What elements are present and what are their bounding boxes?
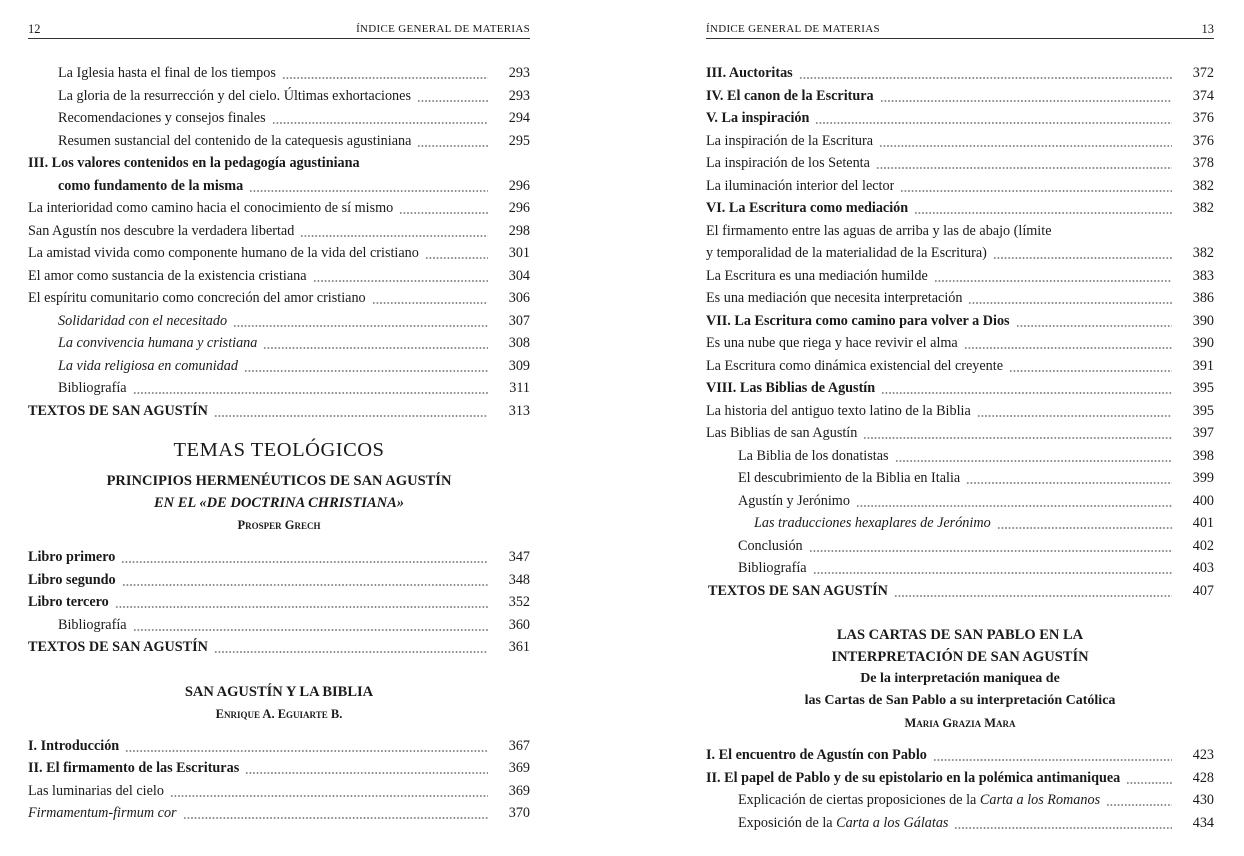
entry-title: La gloria de la resurrección y del cielo. Últimas exhortaciones — [58, 87, 411, 104]
leader-dots — [122, 584, 488, 586]
toc-entry — [706, 812, 1214, 835]
leader-dots — [863, 437, 1172, 439]
leader-dots — [121, 561, 488, 563]
entry-title-prefix: Explicación de ciertas proposiciones de la — [738, 792, 980, 808]
entry-title: VIII. Las Biblias de Agustín — [706, 380, 876, 396]
entry-title: El espíritu comunitario como concreción del amor cristiano — [28, 290, 366, 306]
entry-title: I. Introducción — [28, 737, 120, 754]
toc-entry — [28, 546, 530, 569]
entry-page: 313 — [508, 402, 530, 419]
entry-title: III. Auctoritas — [706, 65, 793, 81]
leader-dots — [399, 212, 488, 214]
section-title: TEMAS TEOLÓGICOS — [173, 439, 385, 461]
part-heading: PRINCIPIOS HERMENÉUTICOS DE SAN AGUSTÍN — [106, 473, 452, 489]
entry-page: 390 — [1192, 312, 1214, 329]
toc-entry — [706, 767, 1214, 790]
toc-entry — [706, 152, 1214, 175]
entry-page: 383 — [1192, 267, 1214, 284]
entry-page: 398 — [1192, 447, 1214, 464]
leader-dots — [1009, 370, 1172, 372]
toc-entry — [28, 636, 530, 659]
toc-entry — [706, 580, 1214, 603]
toc-entry — [706, 197, 1214, 220]
leader-dots — [856, 505, 1172, 507]
entry-title: Las traducciones hexaplares de Jerónimo — [754, 515, 991, 531]
entry-page: 370 — [508, 805, 530, 821]
entry-title: Conclusión — [738, 537, 803, 554]
leader-dots — [115, 606, 488, 608]
part-heading: EN EL «DE DOCTRINA CHRISTIANA» — [153, 495, 405, 511]
leader-dots — [895, 460, 1172, 462]
leader-dots — [300, 235, 488, 237]
part-author: Enrique A. Eguiarte B. — [215, 706, 343, 721]
toc-entry — [28, 310, 530, 333]
entry-title: Agustín y Jerónimo — [738, 492, 850, 509]
entry-title: Firmamentum-firmum cor — [28, 805, 177, 821]
entry-page: 401 — [1192, 515, 1214, 531]
entry-title: El descubrimiento de la Biblia en Italia — [738, 470, 961, 486]
entry-page: 403 — [1192, 560, 1214, 576]
leader-dots — [894, 595, 1172, 597]
part-heading: INTERPRETACIÓN DE SAN AGUSTÍN — [831, 649, 1089, 665]
entry-title: Las Biblias de san Agustín — [706, 425, 858, 441]
toc-entry — [28, 62, 530, 85]
toc-entry — [28, 242, 530, 265]
entry-title: II. El firmamento de las Escrituras — [28, 760, 240, 776]
entry-page: 376 — [1192, 132, 1214, 149]
toc-entry — [706, 557, 1214, 580]
leader-dots — [125, 750, 488, 752]
leader-dots — [813, 572, 1172, 574]
entry-title: TEXTOS DE SAN AGUSTÍN — [708, 582, 888, 599]
leader-dots — [214, 651, 488, 653]
entry-page: 296 — [508, 177, 530, 194]
toc-entry — [706, 535, 1214, 558]
entry-page: 382 — [1192, 177, 1214, 194]
toc-entry — [28, 197, 530, 220]
entry-title: La iluminación interior del lector — [706, 177, 895, 194]
entry-page: 369 — [508, 760, 530, 776]
entry-title: V. La inspiración — [706, 110, 810, 126]
entry-title: Bibliografía — [58, 616, 127, 633]
running-head-title: ÍNDICE GENERAL DE MATERIAS — [706, 23, 880, 35]
entry-title: El amor como sustancia de la existencia cristiana — [28, 267, 307, 284]
entry-page: 372 — [1192, 65, 1214, 81]
entry-title: Libro tercero — [28, 594, 109, 610]
entry-page: 367 — [508, 737, 530, 754]
toc-entry — [28, 802, 530, 825]
toc-entry — [28, 614, 530, 637]
page-number: 13 — [1201, 22, 1214, 36]
toc-entry — [28, 175, 530, 198]
entry-title: La historia del antiguo texto latino de la Biblia — [706, 402, 971, 419]
entry-title: Es una mediación que necesita interpretación — [706, 290, 963, 306]
leader-dots — [417, 145, 488, 147]
toc-entry — [28, 332, 530, 355]
entry-page: 308 — [508, 335, 530, 351]
leader-dots — [183, 817, 488, 819]
part-heading: SAN AGUSTÍN Y LA BIBLIA — [184, 683, 374, 700]
running-head-right — [706, 22, 1214, 39]
entry-title: La Escritura es una mediación humilde — [706, 267, 928, 284]
entry-page: 391 — [1192, 357, 1214, 374]
right-page — [706, 0, 1214, 856]
entry-page: 428 — [1192, 769, 1214, 786]
entry-title: La Biblia de los donatistas — [738, 447, 889, 464]
leader-dots — [1016, 325, 1172, 327]
entry-title: La Iglesia hasta el final de los tiempos — [58, 65, 276, 81]
entry-page: 304 — [508, 267, 530, 284]
entry-title: VII. La Escritura como camino para volver a Dios — [706, 312, 1010, 329]
leader-dots — [249, 190, 488, 192]
part-subheading: De la interpretación maniquea de — [860, 671, 1060, 686]
toc-entry — [706, 310, 1214, 333]
entry-page: 378 — [1192, 155, 1214, 171]
toc-entry — [706, 175, 1214, 198]
leader-dots — [977, 415, 1172, 417]
entry-page: 361 — [508, 639, 530, 655]
entry-page: 423 — [1192, 747, 1214, 763]
toc-entry — [28, 735, 530, 758]
toc-entry — [706, 445, 1214, 468]
leader-dots — [966, 482, 1172, 484]
running-head-title: ÍNDICE GENERAL DE MATERIAS — [356, 23, 530, 35]
leader-dots — [233, 325, 488, 327]
entry-title: La convivencia humana y cristiana — [58, 335, 258, 351]
leader-dots — [815, 122, 1172, 124]
leader-dots — [879, 145, 1172, 147]
entry-page: 434 — [1192, 814, 1214, 831]
toc-entry — [706, 400, 1214, 423]
entry-page: 306 — [508, 290, 530, 306]
entry-page: 307 — [508, 312, 530, 329]
toc-left — [28, 62, 530, 825]
toc-entry — [706, 332, 1214, 355]
entry-page: 293 — [508, 87, 530, 104]
entry-page: 294 — [508, 110, 530, 126]
leader-dots — [934, 280, 1172, 282]
part-author: Maria Grazia Mara — [904, 716, 1016, 730]
entry-title — [738, 789, 1100, 812]
page-number: 12 — [28, 22, 41, 36]
entry-title: como fundamento de la misma — [58, 177, 244, 194]
toc-entry — [28, 400, 530, 423]
left-page — [28, 0, 530, 856]
entry-title: III. Los valores contenidos en la pedagogía agustiniana — [28, 155, 360, 171]
leader-dots — [876, 167, 1172, 169]
entry-title: TEXTOS DE SAN AGUSTÍN — [28, 402, 208, 419]
leader-dots — [372, 302, 488, 304]
toc-entry — [28, 85, 530, 108]
entry-title: Es una nube que riega y hace revivir el alma — [706, 335, 958, 351]
entry-page: 400 — [1192, 492, 1214, 509]
leader-dots — [1106, 804, 1172, 806]
entry-page: 293 — [508, 65, 530, 81]
leader-dots — [245, 772, 488, 774]
entry-title: San Agustín nos descubre la verdadera libertad — [28, 222, 295, 239]
entry-page: 301 — [508, 245, 530, 261]
leader-dots — [272, 122, 488, 124]
toc-entry — [28, 287, 530, 310]
entry-page: 347 — [508, 549, 530, 565]
leader-dots — [263, 347, 488, 349]
toc-entry — [706, 789, 1214, 812]
leader-dots — [968, 302, 1172, 304]
entry-page: 397 — [1192, 425, 1214, 441]
leader-dots — [880, 100, 1172, 102]
leader-dots — [133, 392, 488, 394]
entry-page: 369 — [508, 782, 530, 799]
toc-entry — [706, 242, 1214, 265]
toc-entry — [28, 377, 530, 400]
entry-page: 395 — [1192, 402, 1214, 419]
toc-entry — [706, 355, 1214, 378]
entry-title: La amistad vivida como componente humano de la vida del cristiano — [28, 245, 419, 261]
entry-page: 430 — [1192, 792, 1214, 808]
entry-page: 348 — [508, 571, 530, 588]
entry-title: Las luminarias del cielo — [28, 782, 164, 799]
leader-dots — [914, 212, 1172, 214]
entry-page: 382 — [1192, 245, 1214, 261]
leader-dots — [170, 795, 488, 797]
toc-entry — [28, 591, 530, 614]
part-subheading: las Cartas de San Pablo a su interpretación Católica — [804, 693, 1116, 708]
toc-entry — [706, 377, 1214, 400]
entry-title: La interioridad como camino hacia el conocimiento de sí mismo — [28, 200, 394, 216]
toc-right — [706, 62, 1214, 834]
entry-page: 311 — [509, 380, 530, 396]
entry-page: 386 — [1192, 290, 1214, 306]
toc-entry — [28, 130, 530, 153]
leader-dots — [954, 827, 1172, 829]
leader-dots — [933, 759, 1172, 761]
entry-page: 374 — [1192, 87, 1214, 104]
toc-entry — [706, 287, 1214, 310]
toc-entry — [28, 107, 530, 130]
entry-title: La Escritura como dinámica existencial del creyente — [706, 357, 1004, 374]
entry-title: Bibliografía — [738, 560, 807, 576]
entry-page: 352 — [508, 594, 530, 610]
part-author: Prosper Grech — [237, 518, 321, 532]
toc-entry — [706, 130, 1214, 153]
leader-dots — [313, 280, 488, 282]
entry-title-prefix: Exposición de la — [738, 814, 837, 831]
toc-entry — [706, 512, 1214, 535]
entry-title: Libro primero — [28, 549, 116, 565]
toc-entry — [28, 220, 530, 243]
entry-page: 407 — [1192, 582, 1214, 599]
toc-entry — [706, 467, 1214, 490]
entry-page: 390 — [1192, 335, 1214, 351]
entry-title: Recomendaciones y consejos finales — [58, 110, 266, 126]
leader-dots — [993, 257, 1172, 259]
toc-entry — [706, 422, 1214, 445]
toc-entry — [28, 569, 530, 592]
toc-entry-heading — [28, 152, 530, 175]
leader-dots — [964, 347, 1172, 349]
leader-dots — [282, 77, 488, 79]
leader-dots — [881, 392, 1172, 394]
entry-page: 376 — [1192, 110, 1214, 126]
leader-dots — [809, 550, 1172, 552]
entry-page: 402 — [1192, 537, 1214, 554]
part-heading: LAS CARTAS DE SAN PABLO EN LA — [836, 627, 1084, 643]
toc-entry — [706, 62, 1214, 85]
leader-dots — [1126, 782, 1172, 784]
toc-entry — [706, 220, 1214, 243]
entry-title: Libro segundo — [28, 571, 116, 588]
running-head-left — [28, 22, 530, 39]
leader-dots — [133, 629, 488, 631]
leader-dots — [214, 415, 488, 417]
entry-page: 395 — [1192, 380, 1214, 396]
entry-title-italic: Carta a los Gálatas — [836, 814, 949, 831]
entry-page: 295 — [508, 132, 530, 149]
toc-entry — [706, 85, 1214, 108]
entry-page: 360 — [508, 616, 530, 633]
entry-title: La inspiración de los Setenta — [706, 155, 870, 171]
toc-entry — [706, 490, 1214, 513]
entry-page: 309 — [508, 357, 530, 374]
leader-dots — [997, 527, 1172, 529]
entry-title: I. El encuentro de Agustín con Pablo — [706, 747, 927, 763]
toc-entry — [28, 780, 530, 803]
entry-title: VI. La Escritura como mediación — [706, 200, 909, 216]
entry-title: La vida religiosa en comunidad — [58, 357, 238, 374]
leader-dots — [417, 100, 488, 102]
toc-entry — [706, 744, 1214, 767]
entry-title: Resumen sustancial del contenido de la catequesis agustiniana — [58, 132, 412, 149]
entry-title-italic: Carta a los Romanos — [979, 792, 1101, 808]
entry-title: II. El papel de Pablo y de su epistolario en la polémica antimaniquea — [706, 769, 1121, 786]
entry-title: Solidaridad con el necesitado — [58, 312, 228, 329]
entry-page: 382 — [1192, 200, 1214, 216]
leader-dots — [900, 190, 1172, 192]
entry-page: 298 — [508, 222, 530, 239]
entry-title: El firmamento entre las aguas de arriba y las de abajo (límite — [706, 222, 1052, 239]
toc-entry — [706, 265, 1214, 288]
entry-title: y temporalidad de la materialidad de la Escritura) — [706, 245, 987, 261]
entry-title: Bibliografía — [58, 380, 127, 396]
entry-page: 296 — [508, 200, 530, 216]
leader-dots — [799, 77, 1172, 79]
entry-title: La inspiración de la Escritura — [706, 132, 874, 149]
toc-entry — [28, 265, 530, 288]
entry-page: 399 — [1192, 470, 1214, 486]
toc-entry — [28, 355, 530, 378]
entry-title: TEXTOS DE SAN AGUSTÍN — [28, 639, 208, 655]
toc-entry — [28, 757, 530, 780]
entry-title: IV. El canon de la Escritura — [706, 87, 874, 104]
leader-dots — [244, 370, 488, 372]
entry-title — [738, 812, 948, 835]
toc-entry — [706, 107, 1214, 130]
leader-dots — [425, 257, 488, 259]
